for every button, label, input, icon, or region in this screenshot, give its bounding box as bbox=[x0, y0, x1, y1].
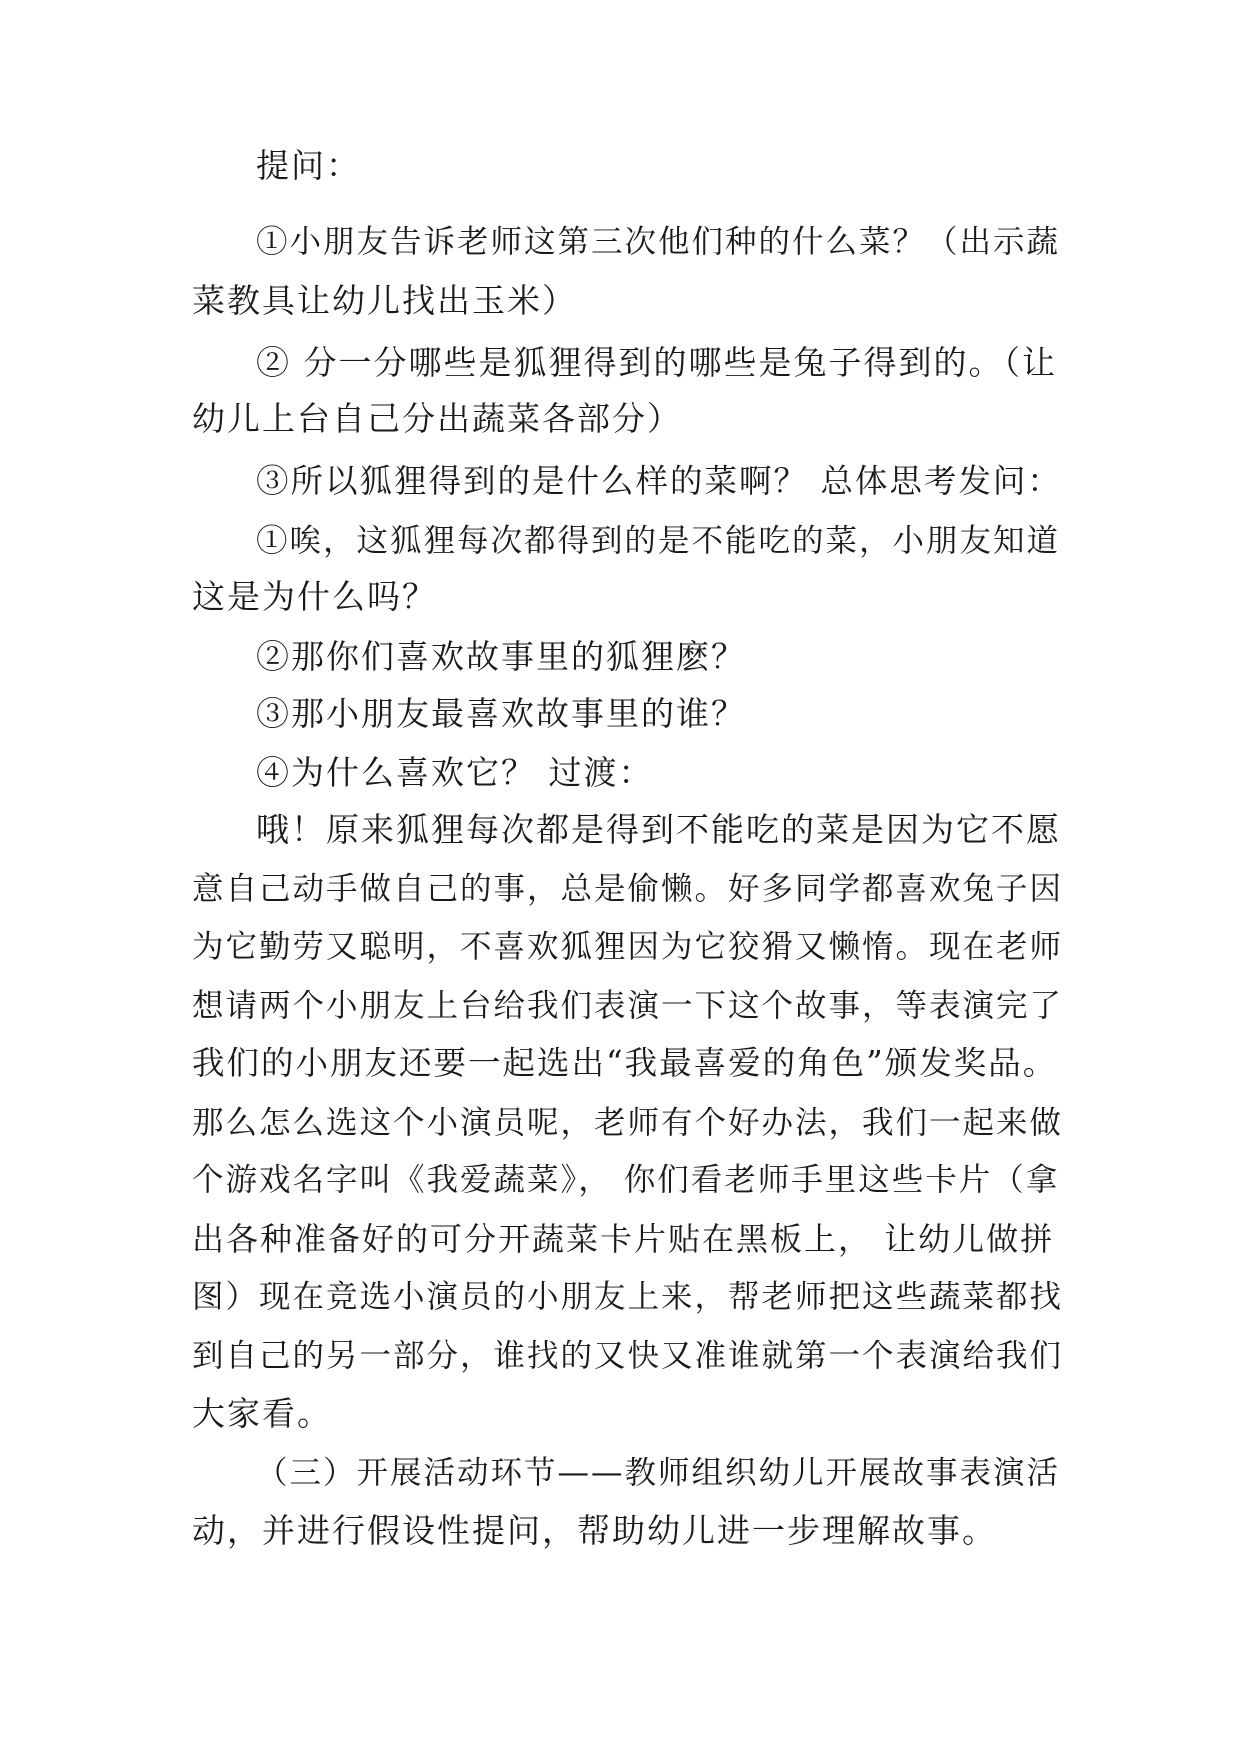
text-line: 图）现在竞选小演员的小朋友上来，帮老师把这些蔬菜都找 bbox=[192, 1279, 1064, 1315]
text-line: 我们的小朋友还要一起选出“我最喜爱的角色”颁发奖品。 bbox=[192, 1044, 1058, 1082]
text-line: 大家看。 bbox=[192, 1394, 332, 1433]
text-line: 为它勤劳又聪明，不喜欢狐狸因为它狡猾又懒惰。现在老师 bbox=[192, 929, 1064, 965]
text-line: 幼儿上台自己分出蔬菜各部分） bbox=[192, 399, 682, 438]
text-line: 这是为什么吗？ bbox=[192, 577, 437, 616]
text-line: 意自己动手做自己的事，总是偷懒。好多同学都喜欢兔子因 bbox=[192, 871, 1064, 907]
text-line: 出各种准备好的可分开蔬菜卡片贴在黑板上， 让幼儿做拼 bbox=[192, 1220, 1055, 1258]
text-line: 动，并进行假设性提问，帮助幼儿进一步理解故事。 bbox=[192, 1511, 997, 1550]
text-line: 提问： bbox=[256, 146, 361, 185]
text-line: （三）开展活动环节——教师组织幼儿开展故事表演活 bbox=[256, 1455, 1061, 1491]
text-line: ② 分一分哪些是狐狸得到的哪些是兔子得到的。（让 bbox=[256, 343, 1057, 382]
text-line: ④为什么喜欢它？ 过渡： bbox=[256, 753, 654, 792]
text-line: 菜教具让幼儿找出玉米） bbox=[192, 281, 577, 320]
text-line: ②那你们喜欢故事里的狐狸麽？ bbox=[256, 637, 746, 676]
text-line: ③所以狐狸得到的是什么样的菜啊？ 总体思考发问： bbox=[256, 462, 1062, 500]
text-line: ①小朋友告诉老师这第三次他们种的什么菜？（出示蔬 bbox=[256, 224, 1061, 260]
text-line: 哦！原来狐狸每次都是得到不能吃的菜是因为它不愿 bbox=[256, 810, 1061, 849]
text-line: 想请两个小朋友上台给我们表演一下这个故事，等表演完了 bbox=[192, 988, 1064, 1024]
text-line: ①唉，这狐狸每次都得到的是不能吃的菜，小朋友知道 bbox=[256, 523, 1061, 559]
text-line: 到自己的另一部分，谁找的又快又准谁就第一个表演给我们 bbox=[192, 1338, 1064, 1374]
text-line: ③那小朋友最喜欢故事里的谁？ bbox=[256, 694, 746, 733]
text-line: 那么怎么选这个小演员呢，老师有个好办法，我们一起来做 bbox=[192, 1105, 1064, 1141]
text-line: 个游戏名字叫《我爱蔬菜》， 你们看老师手里这些卡片（拿 bbox=[192, 1162, 1060, 1198]
